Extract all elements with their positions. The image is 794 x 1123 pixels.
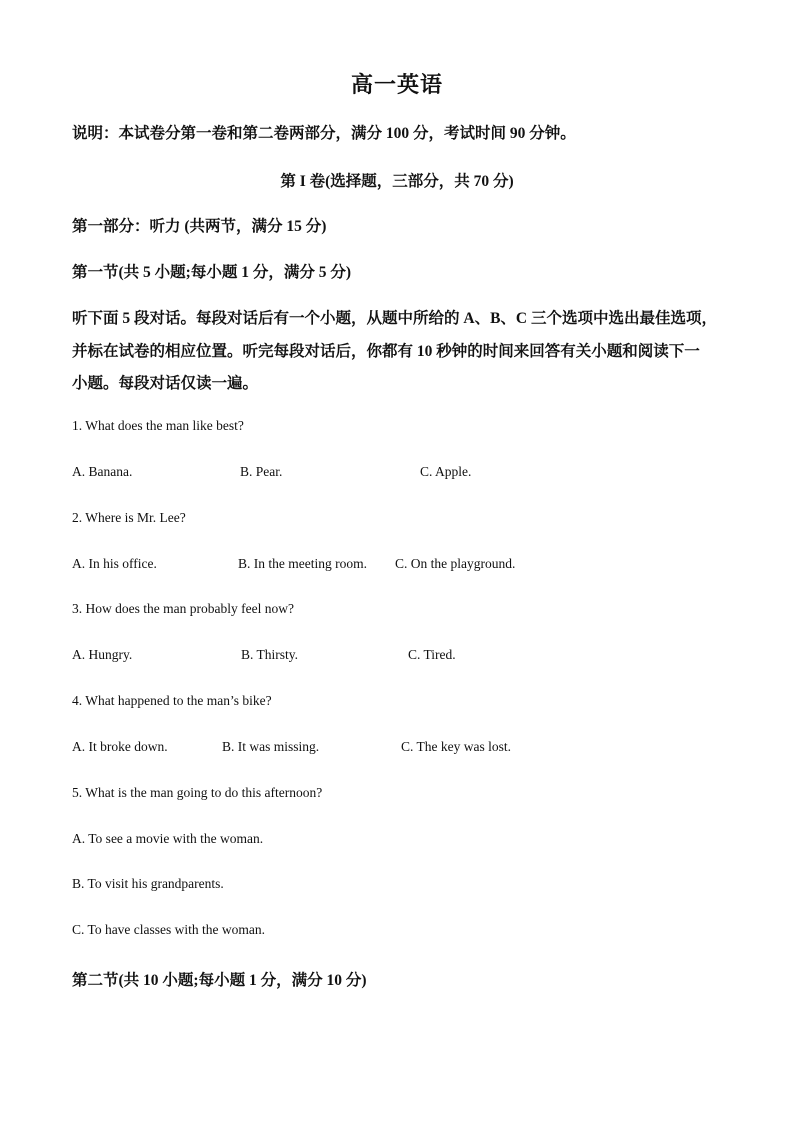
question-text: 5. What is the man going to do this afternoon? bbox=[72, 785, 323, 800]
option-a: A. It broke down. bbox=[72, 739, 168, 754]
instruction-line: 小题。每段对话仅读一遍。 bbox=[72, 375, 259, 392]
part-heading: 第一部分：听力 (共两节，满分 15 分) bbox=[72, 218, 327, 235]
option-b: B. Pear. bbox=[240, 464, 283, 479]
option-a: A. To see a movie with the woman. bbox=[72, 831, 264, 846]
option-b: B. It was missing. bbox=[222, 739, 320, 754]
page-title: 高一英语 bbox=[350, 72, 443, 97]
option-c: C. On the playground. bbox=[395, 556, 516, 571]
question-text: 4. What happened to the man’s bike? bbox=[72, 693, 272, 708]
section-heading: 第一节(共 5 小题;每小题 1 分，满分 5 分) bbox=[72, 264, 351, 281]
option-c: C. The key was lost. bbox=[401, 739, 511, 754]
option-b: B. In the meeting room. bbox=[238, 556, 367, 571]
option-a: A. In his office. bbox=[72, 556, 157, 571]
question-text: 2. Where is Mr. Lee? bbox=[72, 510, 186, 525]
option-c: C. Tired. bbox=[408, 647, 456, 662]
volume-heading: 第 I 卷(选择题，三部分，共 70 分) bbox=[280, 173, 514, 190]
option-b: B. To visit his grandparents. bbox=[72, 876, 224, 891]
section-heading: 第二节(共 10 小题;每小题 1 分，满分 10 分) bbox=[72, 972, 367, 989]
question-text: 3. How does the man probably feel now? bbox=[72, 601, 294, 616]
option-b: B. Thirsty. bbox=[241, 647, 299, 662]
option-c: C. To have classes with the woman. bbox=[72, 922, 266, 937]
option-c: C. Apple. bbox=[420, 464, 472, 479]
option-a: A. Banana. bbox=[72, 464, 133, 479]
instruction-line: 并标在试卷的相应位置。听完每段对话后，你都有 10 秒钟的时间来回答有关小题和阅读下一 bbox=[72, 343, 700, 360]
question-text: 1. What does the man like best? bbox=[72, 418, 244, 433]
exam-note: 说明：本试卷分第一卷和第二卷两部分，满分 100 分，考试时间 90 分钟。 bbox=[72, 125, 576, 142]
instruction-line: 听下面 5 段对话。每段对话后有一个小题，从题中所给的 A、B、C 三个选项中选出最佳选项， bbox=[72, 310, 717, 327]
option-a: A. Hungry. bbox=[72, 647, 133, 662]
